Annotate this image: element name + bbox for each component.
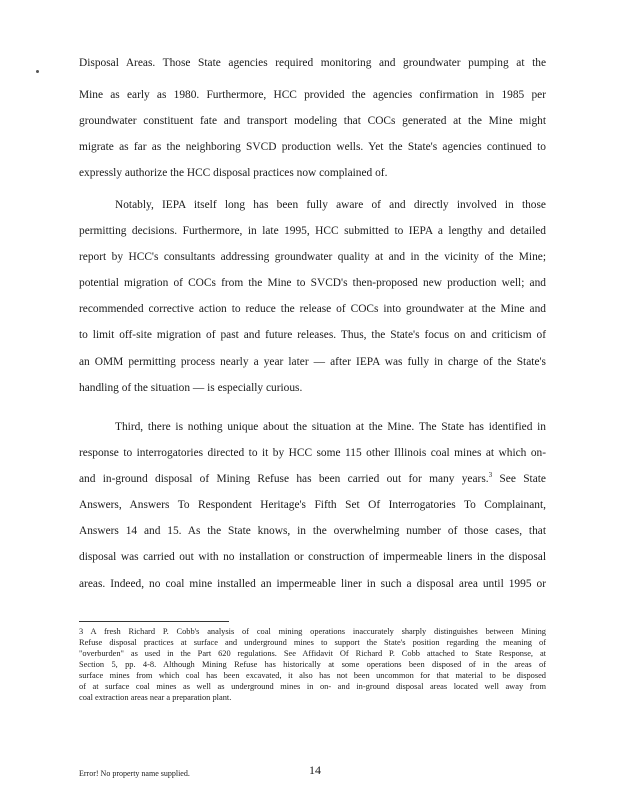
footnote-line: 3 A fresh Richard P. Cobb's analysis of coal mining operations inaccurately sharply distinguishes between Mining xyxy=(79,627,546,636)
footnote-line: "overburden" as used in the Part 620 regulations. See Affidavit Of Richard P. Cobb attached to State Response, at xyxy=(79,649,546,658)
body-line: recommended corrective action to reduce the release of COCs into groundwater at the Mine and xyxy=(79,303,546,315)
body-line: Answers 14 and 15. As the State knows, in the overwhelming number of those cases, that xyxy=(79,525,546,537)
body-line: Answers, Answers To Respondent Heritage's Fifth Set Of Interrogatories To Complainant, xyxy=(79,499,546,511)
footnote-line: coal extraction areas near a preparation plant. xyxy=(79,693,232,702)
footnote-line: surface mines from which coal has been excavated, it also has not been uncommon for that material to be disposed xyxy=(79,671,546,680)
footnote-line: Refuse disposal practices at surface and underground mines to support the State's position regarding the meaning of xyxy=(79,638,546,647)
footnote-line: Section 5, pp. 4-8. Although Mining Refuse has historically at some operations been disposed of in the areas of xyxy=(79,660,546,669)
body-line: Disposal Areas. Those State agencies required monitoring and groundwater pumping at the xyxy=(79,57,546,69)
body-line: permitting decisions. Furthermore, in late 1995, HCC submitted to IEPA a lengthy and detailed xyxy=(79,225,546,237)
stray-mark xyxy=(36,70,39,73)
footnote-reference: 3 xyxy=(488,471,493,480)
body-line: Notably, IEPA itself long has been fully aware of and directly involved in those xyxy=(115,199,546,211)
body-line: potential migration of COCs from the Mine to SVCD's then-proposed new production well; and xyxy=(79,277,546,289)
body-line xyxy=(79,472,546,486)
footnote-separator xyxy=(79,621,229,622)
body-line: expressly authorize the HCC disposal practices now complained of. xyxy=(79,167,388,179)
body-line: disposal was carried out with no installation or construction of impermeable liners in the disposal xyxy=(79,551,546,563)
body-line: handling of the situation — is especially curious. xyxy=(79,382,303,394)
body-line: Mine as early as 1980. Furthermore, HCC provided the agencies confirmation in 1985 per xyxy=(79,89,546,101)
body-line: migrate as far as the neighboring SVCD production wells. Yet the State's agencies continued to xyxy=(79,141,546,153)
body-line-text: and in-ground disposal of Mining Refuse has been carried out for many years. xyxy=(79,473,489,485)
body-line: Third, there is nothing unique about the situation at the Mine. The State has identified in xyxy=(115,421,546,433)
body-line: response to interrogatories directed to it by HCC some 115 other Illinois coal mines at which on- xyxy=(79,447,546,459)
page-number: 14 xyxy=(309,763,321,777)
footer-field-error: Error! No property name supplied. xyxy=(79,769,190,778)
body-line-tail: See State xyxy=(492,473,546,485)
footnote-line: of at surface coal mines as well as underground mines in on- and in-ground disposal areas located well away from xyxy=(79,682,546,691)
body-line: report by HCC's consultants addressing groundwater quality at and in the vicinity of the Mine; xyxy=(79,251,546,263)
body-line: areas. Indeed, no coal mine installed an impermeable liner in such a disposal area until 1995 or xyxy=(79,578,546,590)
body-line: groundwater constituent fate and transport modeling that COCs generated at the Mine might xyxy=(79,115,546,127)
body-line: to limit off-site migration of past and future releases. Thus, the State's focus on and criticism of xyxy=(79,329,546,341)
body-line: an OMM permitting process nearly a year later — after IEPA was fully in charge of the State's xyxy=(79,356,546,368)
